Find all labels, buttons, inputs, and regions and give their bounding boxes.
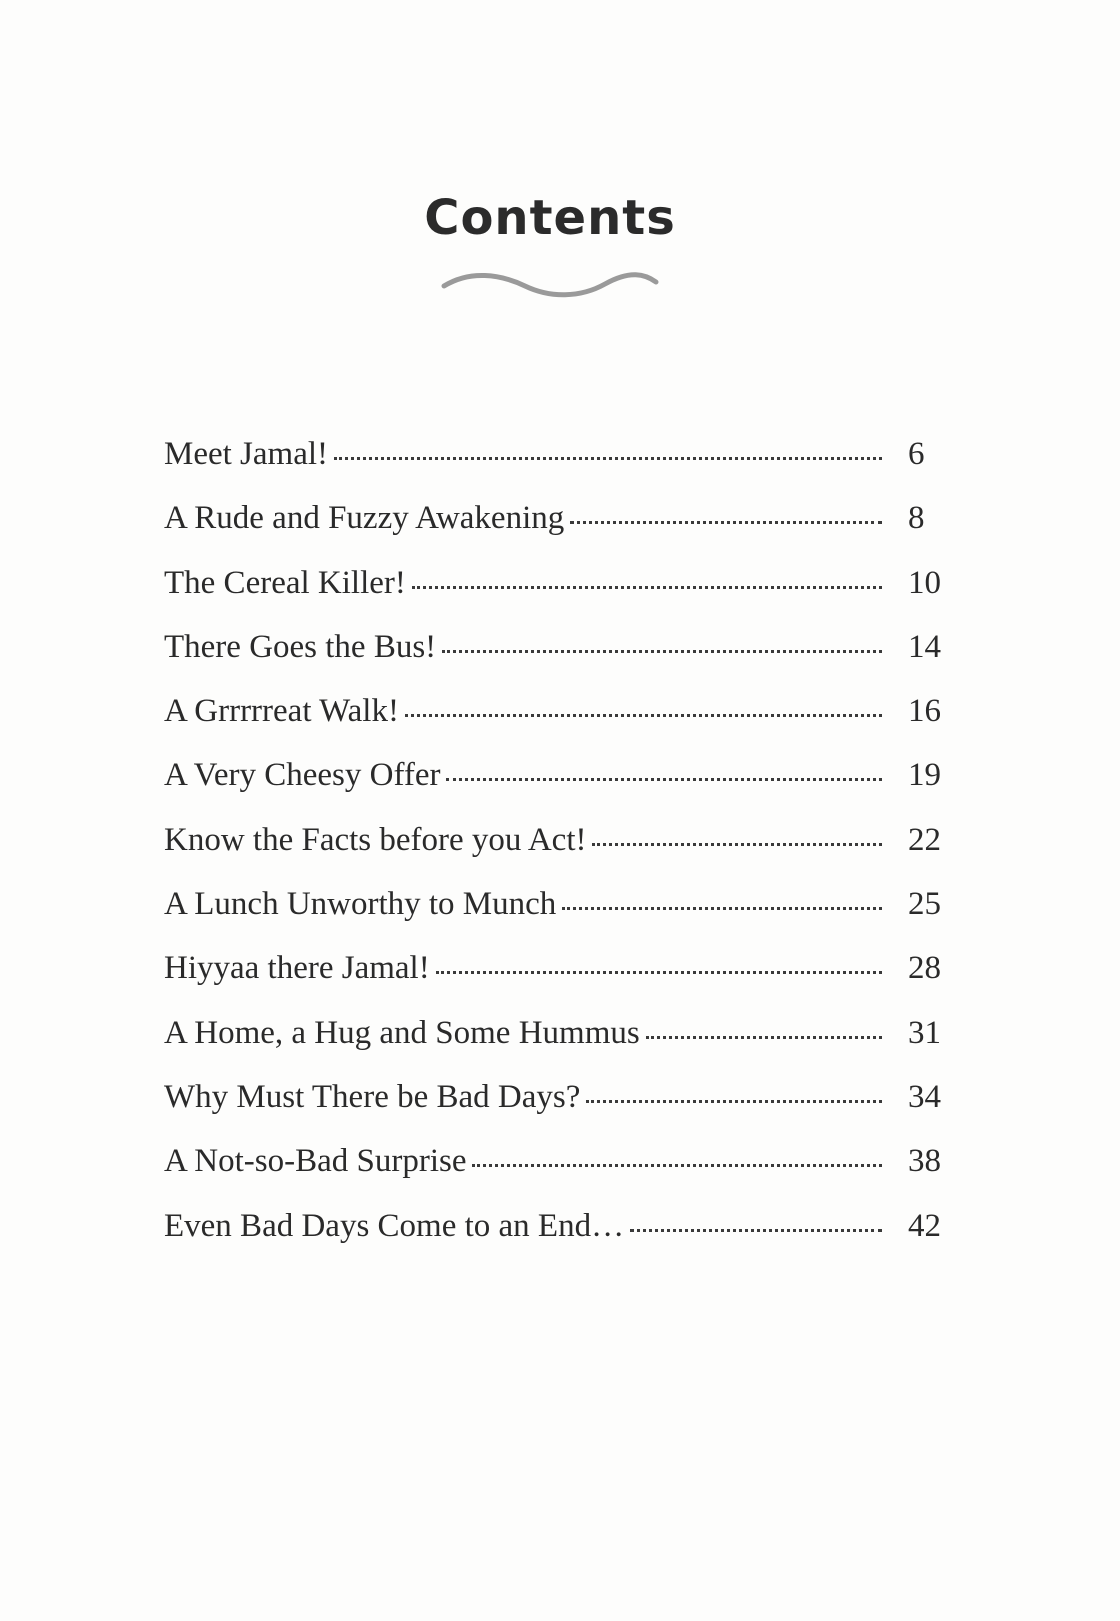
- dot-leader: [570, 520, 882, 524]
- dot-leader: [442, 649, 882, 653]
- toc-entry[interactable]: [164, 1015, 954, 1079]
- dot-leader: [412, 585, 882, 589]
- toc-entry[interactable]: [164, 629, 954, 693]
- toc-entry-page: 6: [908, 436, 925, 472]
- toc-entry-title: A Home, a Hug and Some Hummus: [164, 1014, 640, 1051]
- toc-entry[interactable]: [164, 886, 954, 950]
- toc-entry-title: There Goes the Bus!: [164, 628, 437, 665]
- toc-entry-title: Meet Jamal!: [164, 436, 329, 472]
- toc-entry[interactable]: [164, 500, 954, 564]
- toc-entry[interactable]: [164, 693, 954, 757]
- toc-entry[interactable]: [164, 1208, 954, 1272]
- toc-entry-page: 38: [908, 1143, 941, 1180]
- dot-leader: [562, 906, 882, 910]
- toc-entry[interactable]: [164, 436, 954, 500]
- toc-entry-page: 16: [908, 693, 941, 730]
- wavy-ornament-icon: [440, 268, 660, 300]
- dot-leader: [436, 970, 882, 974]
- toc-entry-page: 10: [908, 564, 941, 601]
- toc-entry-page: 19: [908, 757, 941, 794]
- page-title: Contents: [424, 190, 676, 246]
- dot-leader: [446, 777, 882, 781]
- toc-entry-page: 31: [908, 1014, 941, 1051]
- toc-entry-page: 42: [908, 1207, 941, 1244]
- toc-entry-page: 34: [908, 1078, 941, 1115]
- dot-leader: [630, 1228, 882, 1232]
- toc-entry-title: The Cereal Killer!: [164, 564, 406, 601]
- toc-entry-title: Even Bad Days Come to an End…: [164, 1207, 625, 1244]
- toc-entry-page: 14: [908, 628, 941, 665]
- dot-leader: [334, 456, 882, 460]
- toc-entry-title: A Grrrrreat Walk!: [164, 693, 399, 730]
- toc-entry-page: 22: [908, 821, 941, 858]
- toc-entry[interactable]: [164, 1143, 954, 1207]
- dot-leader: [592, 842, 882, 846]
- table-of-contents: [164, 436, 954, 1272]
- toc-entry-title: Hiyyaa there Jamal!: [164, 950, 430, 987]
- dot-leader: [586, 1099, 882, 1103]
- toc-entry-title: A Lunch Unworthy to Munch: [164, 886, 557, 923]
- toc-entry-page: 28: [908, 950, 941, 987]
- toc-entry-title: Why Must There be Bad Days?: [164, 1078, 581, 1115]
- toc-entry-title: A Very Cheesy Offer: [164, 757, 441, 794]
- toc-entry-title: A Not-so-Bad Surprise: [164, 1143, 467, 1180]
- toc-entry-title: Know the Facts before you Act!: [164, 821, 587, 858]
- dot-leader: [646, 1035, 882, 1039]
- toc-entry[interactable]: [164, 822, 954, 886]
- dot-leader: [472, 1163, 882, 1167]
- dot-leader: [405, 713, 882, 717]
- toc-entry[interactable]: [164, 1079, 954, 1143]
- toc-entry-page: 8: [908, 500, 925, 537]
- toc-entry-title: A Rude and Fuzzy Awakening: [164, 500, 565, 537]
- toc-entry-page: 25: [908, 886, 941, 923]
- toc-entry[interactable]: [164, 950, 954, 1014]
- toc-entry[interactable]: [164, 565, 954, 629]
- toc-entry[interactable]: [164, 757, 954, 821]
